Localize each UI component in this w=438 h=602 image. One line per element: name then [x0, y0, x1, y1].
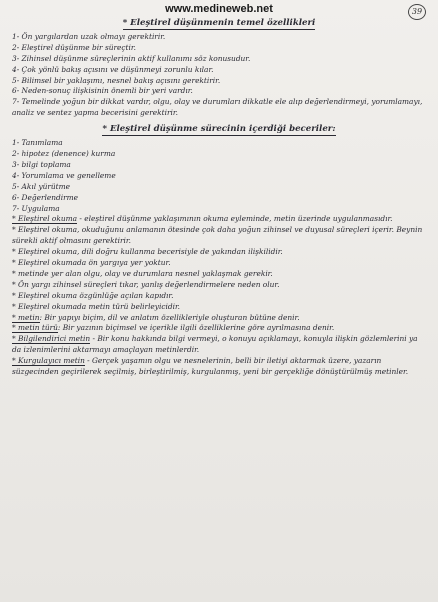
note-paragraph	[12, 302, 426, 313]
note-paragraph	[12, 258, 426, 269]
feature-item: 7- Temelinde yoğun bir dikkat vardır, olgu, olay ve durumları dikkatle ele alıp değerlendirmeyi, yorumlamayı, analiz ve sentez yapma becerisini gerektirir.	[12, 97, 423, 118]
notes-paragraphs	[12, 214, 426, 378]
heading-skills: * Eleştirel düşünme sürecinin içerdiği beceriler:	[102, 124, 336, 135]
feature-item: 2- Eleştirel düşünme bir süreçtir.	[12, 42, 136, 52]
skill-item: 3- bilgi toplama	[12, 159, 71, 169]
feature-item: 6- Neden-sonuç ilişkisinin önemli bir yeri vardır.	[12, 86, 193, 96]
note-term: * Kurgulayıcı metin	[12, 356, 85, 366]
skill-item: 5- Akıl yürütme	[12, 181, 71, 191]
note-paragraph	[12, 323, 426, 334]
note-text: * Eleştirel okuma, okuduğunu anlamanın ötesinde çok daha yoğun zihinsel ve duyusal süreçleri içerir. Beynin sürekli aktif olmasını gerektirir.	[12, 225, 423, 246]
note-text: * Eleştirel okuma, dili doğru kullanma becerisiyle de yakından ilişkilidir.	[12, 247, 283, 257]
note-paragraph	[12, 269, 426, 280]
note-paragraph	[12, 225, 426, 247]
heading-features: * Eleştirel düşünmenin temel özellikleri	[122, 18, 316, 28]
note-term: * metin türü	[12, 323, 58, 333]
note-paragraph	[12, 247, 426, 258]
note-text: - eleştirel düşünme yaklaşımının okuma eyleminde, metin üzerinde uygulanmasıdır.	[77, 214, 393, 224]
site-watermark: www.medineweb.net	[165, 3, 273, 15]
note-term: * Eleştirel okuma	[12, 214, 78, 224]
skill-item: 7- Uygulama	[12, 203, 60, 213]
feature-item: 1- Ön yargılardan uzak olmayı gerektirir.	[12, 31, 166, 41]
note-paragraph	[12, 280, 426, 291]
features-list	[12, 32, 426, 119]
note-text: * Eleştirel okumada metin türü belirleyicidir.	[12, 301, 181, 311]
note-text: - Gerçek yaşamın olgu ve nesnelerinin, belli bir iletiyi aktarmak üzere, yazarın süzgecinden geçirilerek seçilmiş, birleştirilmiş, kurgulanmış, yeni bir gerçekliğe dönüştürülmüş metinler.	[12, 356, 409, 377]
note-term: * metin	[12, 312, 40, 322]
note-text: * Eleştirel okumada ön yargıya yer yoktur.	[12, 258, 171, 268]
note-text: * metinde yer alan olgu, olay ve durumlara nesnel yaklaşmak gerekir.	[12, 268, 273, 278]
skills-list	[12, 138, 426, 214]
note-paragraph	[12, 291, 426, 302]
note-text: * Ön yargı zihinsel süreçleri tıkar, yanlış değerlendirmelere neden olur.	[12, 279, 280, 289]
note-paragraph	[12, 356, 426, 378]
note-term: * Bilgilendirici metin	[12, 334, 91, 344]
note-paragraph	[12, 313, 426, 324]
page-number: 39	[408, 4, 426, 20]
skill-item: 1- Tanımlama	[12, 138, 63, 148]
feature-item: 4- Çok yönlü bakış açısını ve düşünmeyi zorunlu kılar.	[12, 64, 214, 74]
feature-item: 5- Bilimsel bir yaklaşımı, nesnel bakış açısını gerektirir.	[12, 75, 221, 85]
skill-item: 4- Yorumlama ve genelleme	[12, 170, 116, 180]
note-text: : Bir yazının biçimsel ve içerikle ilgili özelliklerine göre ayrılmasına denir.	[57, 323, 335, 333]
note-paragraph	[12, 334, 426, 356]
feature-item: 3- Zihinsel düşünme süreçlerinin aktif kullanımı söz konusudur.	[12, 53, 251, 63]
note-text: * Eleştirel okuma özgünlüğe açılan kapıdır.	[12, 290, 174, 300]
note-text: : Bir yapıyı biçim, dil ve anlatım özellikleriyle oluşturan bütüne denir.	[39, 312, 300, 322]
skill-item: 2- hipotez (denence) kurma	[12, 148, 116, 158]
note-text: - Bir konu hakkında bilgi vermeyi, o konuyu açıklamayı, konuyla ilişkin gözlemlerini ya da izlenimlerini aktarmayı amaçlayan metinlerdir.	[12, 334, 418, 355]
skill-item: 6- Değerlendirme	[12, 192, 78, 202]
handwritten-notes	[12, 18, 426, 378]
note-paragraph	[12, 214, 426, 225]
